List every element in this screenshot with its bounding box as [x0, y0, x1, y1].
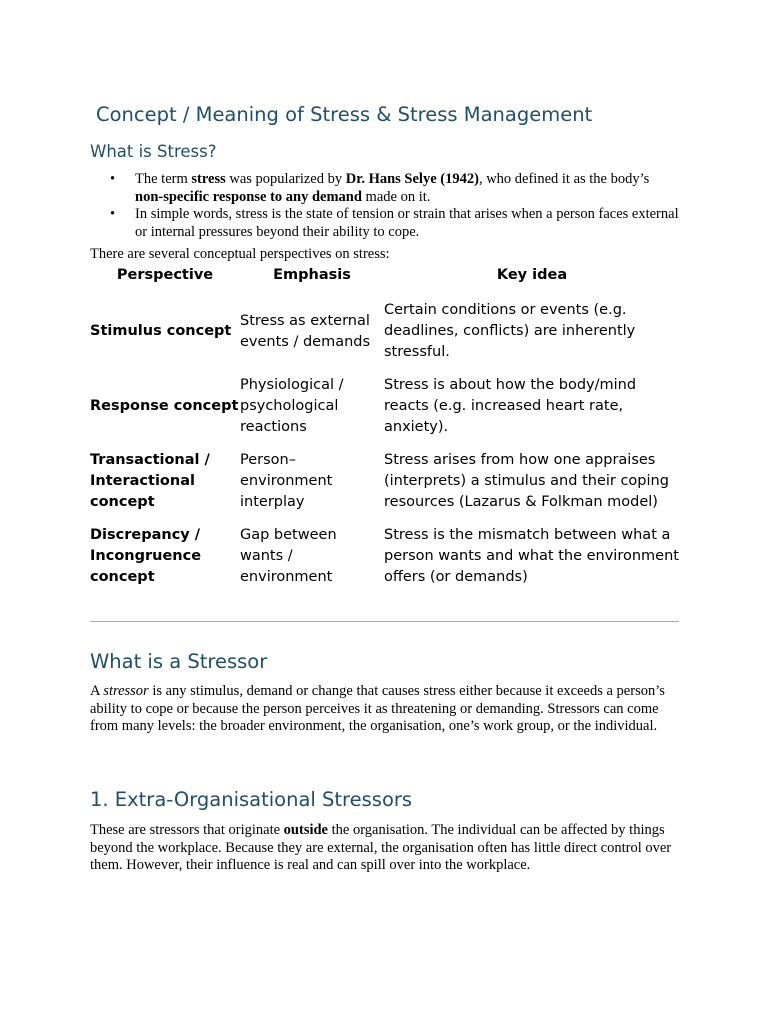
- perspectives-table: [90, 262, 680, 600]
- stress-definition-list: [90, 171, 680, 241]
- cell-key-idea: Stress arises from how one appraises (interprets) a stimulus and their coping resources (Lazarus & Folkman model): [384, 452, 669, 510]
- cell-perspective: Transactional / Interactional concept: [90, 452, 210, 510]
- section-divider: [90, 621, 679, 622]
- cell-emphasis: Stress as external events / demands: [240, 312, 371, 350]
- cell-key-idea: Stress is about how the body/mind reacts (e.g. increased heart rate, anxiety).: [384, 377, 637, 435]
- cell-key-idea: Stress is the mismatch between what a person wants and what the environment offers (or demands): [384, 527, 679, 585]
- list-item: • The term stress was popularized by Dr. Hans Selye (1942), who defined it as the body’s non-specific response to any demand made on it.: [110, 171, 650, 205]
- table-header-row: [90, 262, 680, 300]
- column-header-perspective: Perspective: [116, 267, 214, 283]
- cell-perspective: Response concept: [90, 398, 239, 414]
- cell-emphasis: Physiological / psychological reactions: [240, 377, 344, 435]
- stressor-paragraph: A stressor is any stimulus, demand or change that causes stress either because it exceeds a person’s ability to cope or because the person perceives it as threatening or demanding. Stressors can come from many levels: the broader environment, the organisation, one’s work group, or the individual.: [90, 683, 665, 734]
- list-item: • In simple words, stress is the state of tension or strain that arises when a person faces external or internal pressures beyond their ability to cope.: [110, 206, 679, 240]
- cell-key-idea: Certain conditions or events (e.g. deadlines, conflicts) are inherently stressful.: [384, 302, 636, 360]
- table-row: [90, 375, 680, 450]
- section-heading-extra-organisational: 1. Extra-Organisational Stressors: [90, 788, 413, 811]
- cell-perspective: Stimulus concept: [90, 323, 232, 339]
- section-heading-what-is-stress: What is Stress?: [90, 142, 217, 161]
- table-row: [90, 450, 680, 525]
- extra-organisational-paragraph: These are stressors that originate outside the organisation. The individual can be affected by things beyond the workplace. Because they are external, the organisation often has little direct control over them. However, their influence is real and can spill over into the workplace.: [90, 822, 672, 873]
- column-header-emphasis: Emphasis: [273, 267, 351, 283]
- bullet-icon: •: [110, 206, 116, 222]
- table-row: [90, 525, 680, 600]
- column-header-key-idea: Key idea: [496, 267, 568, 283]
- perspectives-intro: There are several conceptual perspectives on stress:: [90, 246, 390, 262]
- section-heading-what-is-stressor: What is a Stressor: [90, 650, 268, 673]
- bullet-icon: •: [110, 171, 116, 187]
- cell-emphasis: Gap between wants / environment: [240, 527, 337, 585]
- cell-emphasis: Person– environment interplay: [240, 452, 333, 510]
- table-row: [90, 300, 680, 375]
- cell-perspective: Discrepancy / Incongruence concept: [90, 527, 202, 585]
- page-title: Concept / Meaning of Stress & Stress Management: [96, 103, 593, 126]
